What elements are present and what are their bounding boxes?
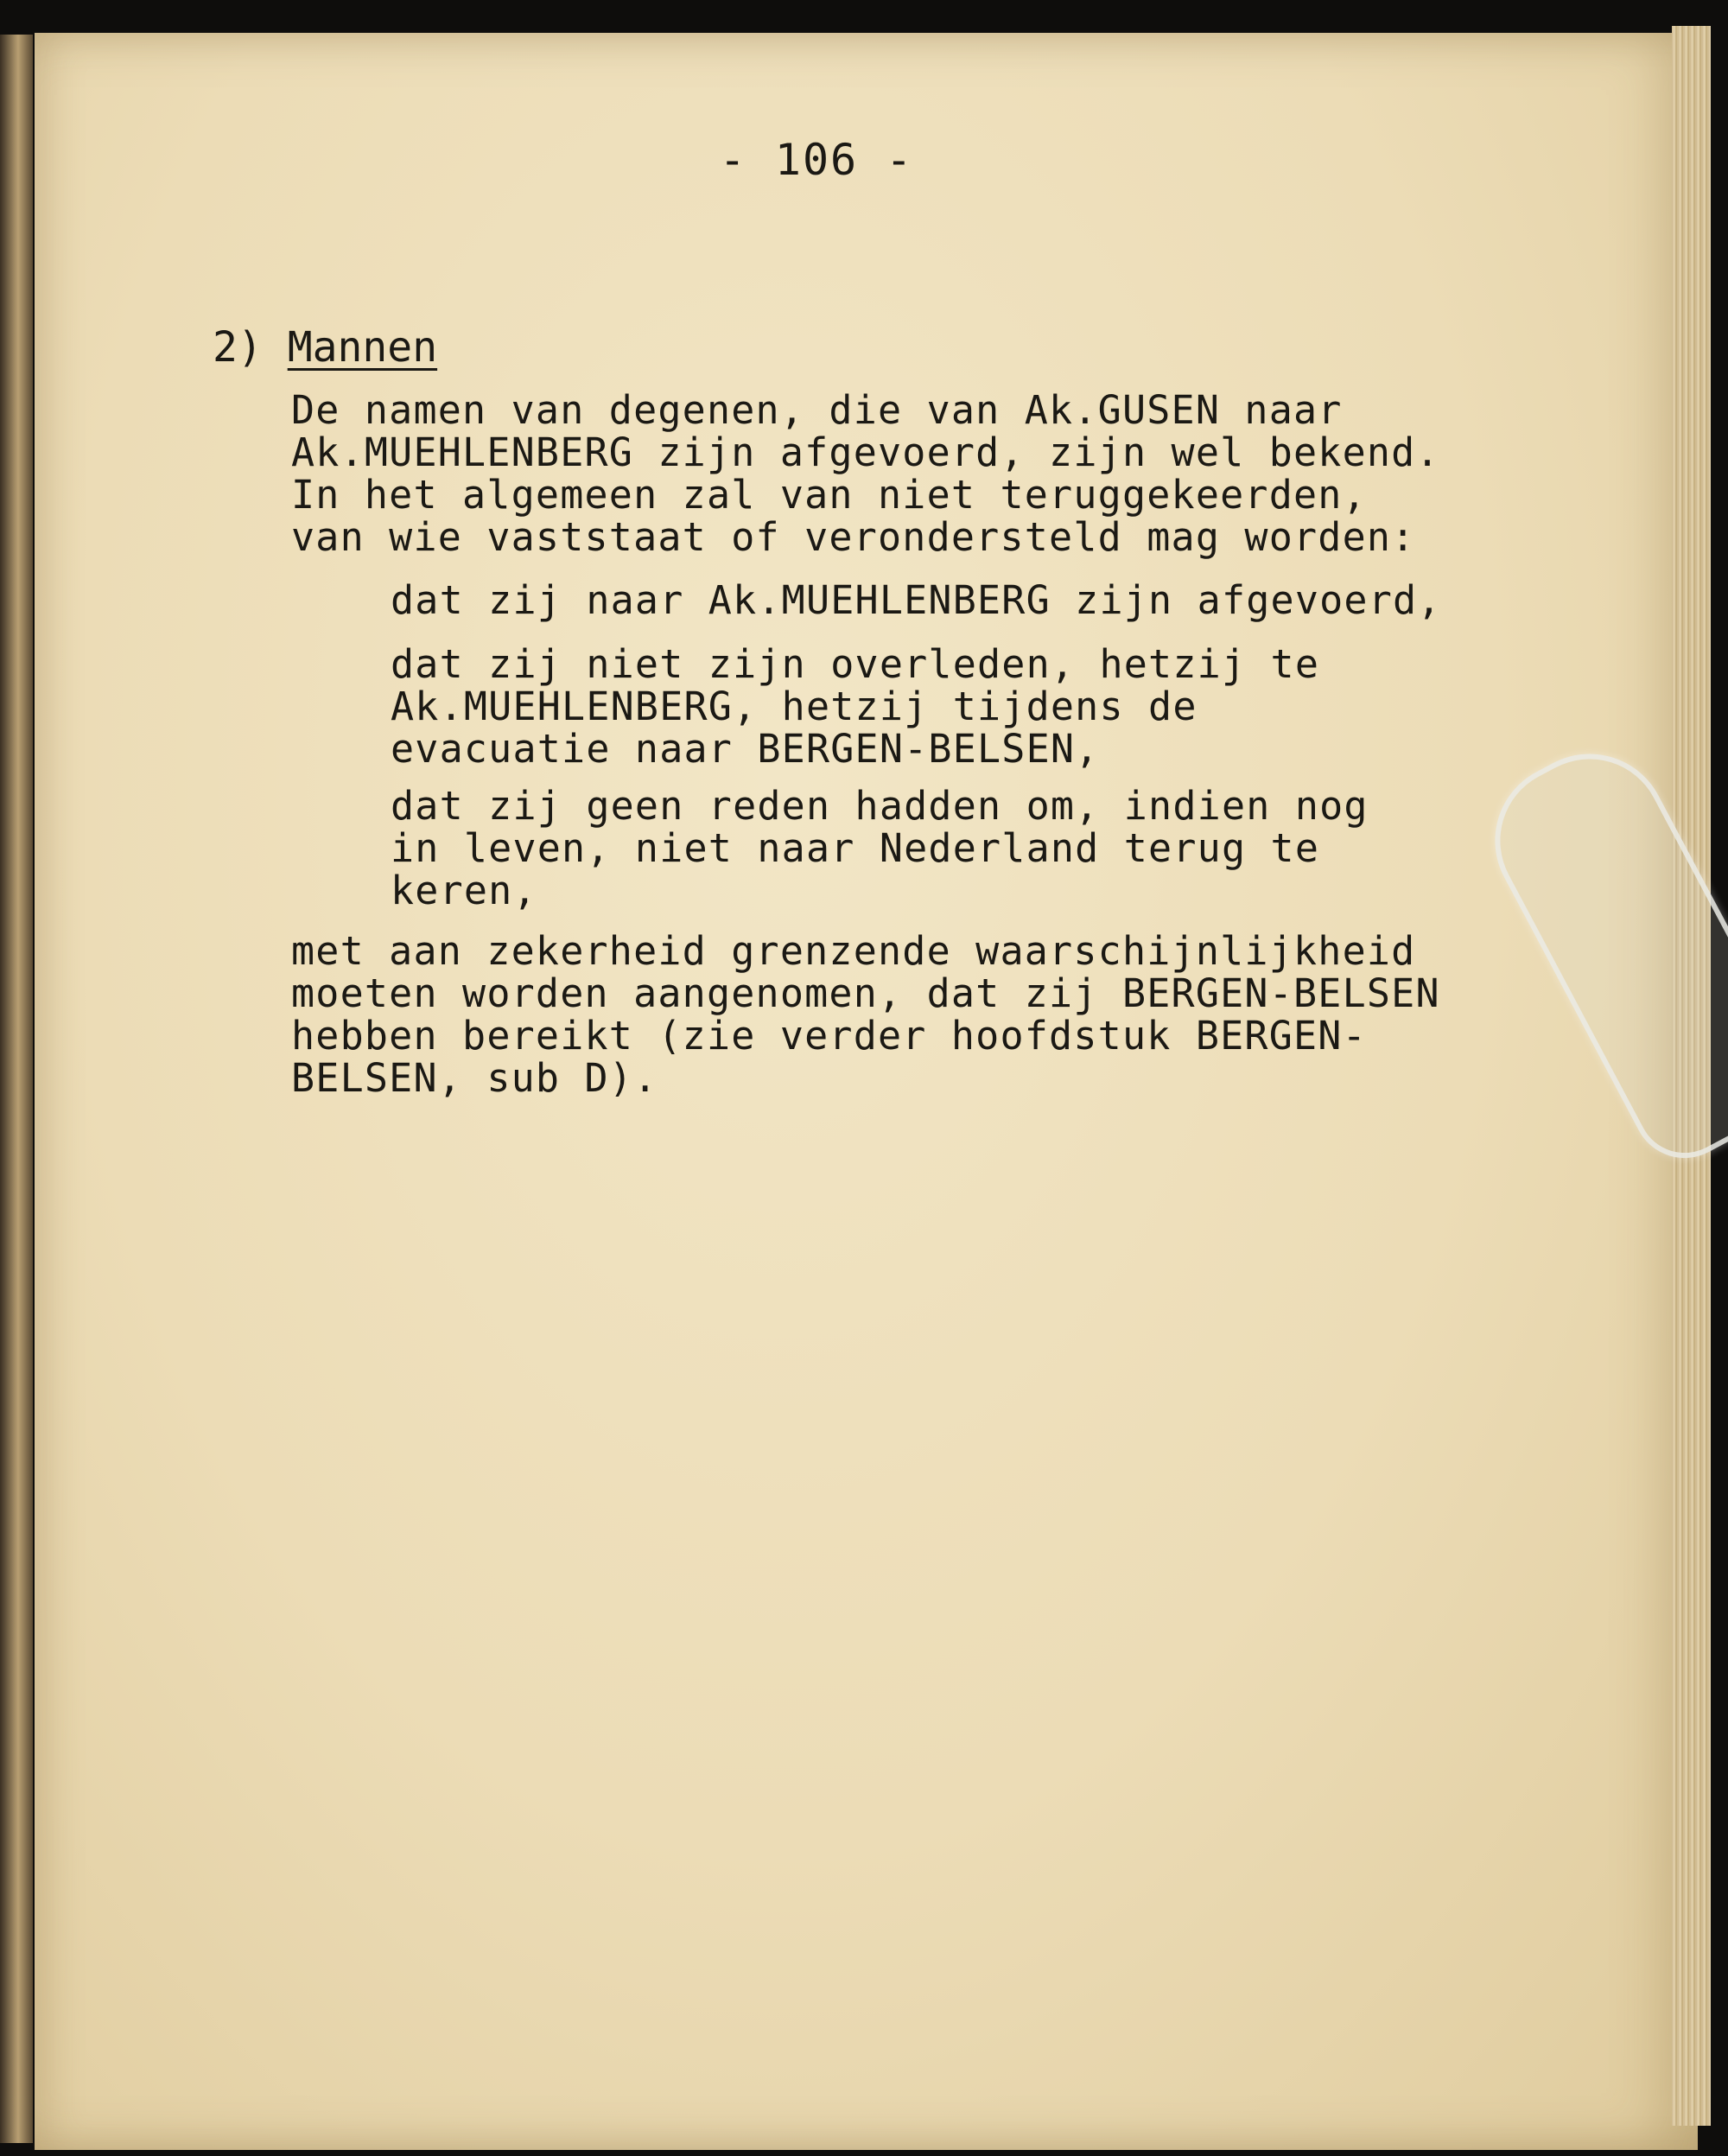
intro-paragraph bbox=[291, 389, 1440, 558]
text-line: van wie vaststaat of verondersteld mag worden: bbox=[291, 514, 1416, 560]
condition-2 bbox=[391, 643, 1319, 770]
text-line: In het algemeen zal van niet teruggekeerden, bbox=[291, 472, 1367, 518]
text-line: dat zij niet zijn overleden, hetzij te bbox=[391, 641, 1320, 687]
section-title: Mannen bbox=[287, 323, 438, 372]
text-line: met aan zekerheid grenzende waarschijnlijkheid bbox=[291, 928, 1416, 974]
text-line: dat zij naar Ak.MUEHLENBERG zijn afgevoerd, bbox=[391, 577, 1442, 623]
text-line: BELSEN, sub D). bbox=[291, 1055, 658, 1101]
blank-lower-page bbox=[207, 1199, 1503, 1977]
section-heading bbox=[213, 323, 437, 372]
text-line: Ak.MUEHLENBERG zijn afgevoerd, zijn wel bekend. bbox=[291, 429, 1440, 475]
text-line: evacuatie naar BERGEN-BELSEN, bbox=[391, 726, 1100, 772]
text-line: moeten worden aangenomen, dat zij BERGEN-BELSEN bbox=[291, 970, 1440, 1016]
condition-3 bbox=[391, 785, 1369, 912]
text-line: De namen van degenen, die van Ak.GUSEN naar bbox=[291, 387, 1343, 433]
section-label: 2) bbox=[213, 323, 263, 372]
text-line: keren, bbox=[391, 868, 537, 913]
text-line: dat zij geen reden hadden om, indien nog bbox=[391, 783, 1369, 829]
conclusion-paragraph bbox=[291, 930, 1440, 1099]
text-line: Ak.MUEHLENBERG, hetzij tijdens de bbox=[391, 684, 1198, 729]
text-line: hebben bereikt (zie verder hoofdstuk BERGEN- bbox=[291, 1013, 1367, 1059]
left-page-edge bbox=[0, 35, 33, 2143]
page-content bbox=[35, 33, 1698, 2150]
condition-1 bbox=[391, 579, 1442, 621]
text-line: in leven, niet naar Nederland terug te bbox=[391, 825, 1320, 871]
page-number: - 106 - bbox=[719, 135, 914, 185]
